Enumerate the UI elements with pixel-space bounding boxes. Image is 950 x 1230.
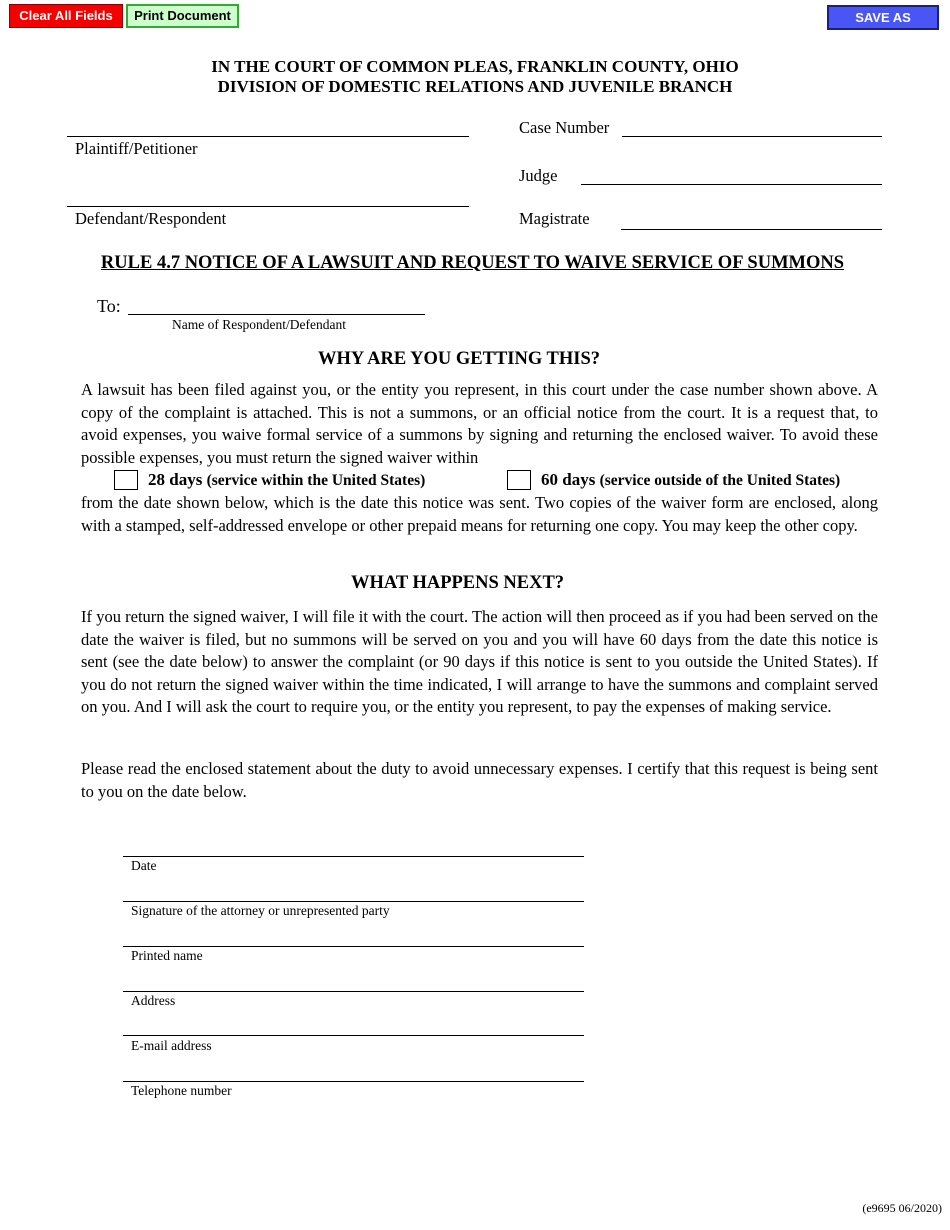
checkbox-60-days[interactable]	[507, 470, 531, 490]
document-title: RULE 4.7 NOTICE OF A LAWSUIT AND REQUEST TO WAIVE SERVICE OF SUMMONS	[100, 253, 845, 273]
option-60-days-desc: (service outside of the United States)	[599, 472, 841, 489]
case-number-line	[622, 136, 882, 137]
why-paragraph-1: A lawsuit has been filed against you, or the entity you represent, in this court under the case number shown above. A copy of the complaint is attached. This is not a summons, or an official notice from the court. It is a request that, to avoid expenses, you waive formal service of a summons by signing and returning the enclosed waiver. To avoid these possible expenses, you must return the signed waiver within	[81, 380, 878, 467]
option-28-days-label: 28 days	[148, 470, 203, 489]
judge-line	[581, 184, 882, 185]
next-paragraph-2: Please read the enclosed statement about the duty to avoid unnecessary expenses. I certify that this request is being sent to you on the date below.	[81, 759, 878, 801]
date-label: Date	[131, 858, 157, 873]
email-label: E-mail address	[131, 1038, 212, 1053]
printed-name-label: Printed name	[131, 948, 203, 963]
phone-field[interactable]	[123, 1059, 584, 1081]
option-28-days-text	[148, 470, 425, 490]
magistrate-line	[621, 229, 882, 230]
judge-label: Judge	[519, 166, 558, 185]
case-number-label: Case Number	[519, 118, 610, 137]
save-as-button[interactable]: SAVE AS	[827, 5, 939, 30]
signature-line	[123, 901, 584, 902]
date-line	[123, 856, 584, 857]
case-number-field[interactable]	[622, 114, 882, 136]
plaintiff-field[interactable]	[67, 114, 469, 136]
next-heading: WHAT HAPPENS NEXT?	[350, 573, 565, 593]
signature-field[interactable]	[123, 879, 584, 901]
date-field[interactable]	[123, 834, 584, 856]
option-60-days-text	[541, 470, 840, 490]
address-label: Address	[131, 993, 176, 1008]
address-field[interactable]	[123, 969, 584, 991]
printed-name-field[interactable]	[123, 924, 584, 946]
magistrate-field[interactable]	[621, 207, 882, 229]
to-label: To:	[97, 296, 121, 316]
clear-all-fields-button[interactable]: Clear All Fields	[9, 4, 123, 28]
print-document-button[interactable]: Print Document	[126, 4, 239, 28]
option-60-days-label: 60 days	[541, 470, 596, 489]
defendant-line	[67, 206, 469, 207]
court-heading: IN THE COURT OF COMMON PLEAS, FRANKLIN COUNTY, OHIO	[211, 57, 739, 76]
magistrate-label: Magistrate	[519, 209, 590, 228]
to-field[interactable]	[128, 292, 425, 314]
next-paragraph-1: If you return the signed waiver, I will file it with the court. The action will then proceed as if you had been served on the date the waiver is filed, but no summons will be served on you and you will have 60 days from the date this notice is sent (see the date below) to answer the complaint (or 90 days if this notice is sent to you outside the United States). If you do not return the signed waiver within the time indicated, I will arrange to have the summons and complaint served on you. And I will ask the court to require you, or the entity you represent, to pay the expenses of making service.	[81, 607, 878, 717]
address-line	[123, 991, 584, 992]
why-paragraph-2: from the date shown below, which is the date this notice was sent. Two copies of the waiver form are enclosed, along with a stamped, self-addressed envelope or other prepaid means for returning one copy. You may keep the other copy.	[81, 493, 878, 535]
defendant-label: Defendant/Respondent	[75, 209, 227, 228]
printed-name-line	[123, 946, 584, 947]
to-caption: Name of Respondent/Defendant	[172, 317, 346, 332]
checkbox-28-days[interactable]	[114, 470, 138, 490]
defendant-field[interactable]	[67, 184, 469, 206]
email-field[interactable]	[123, 1013, 584, 1035]
phone-label: Telephone number	[131, 1083, 232, 1098]
division-heading: DIVISION OF DOMESTIC RELATIONS AND JUVENILE BRANCH	[217, 77, 733, 96]
judge-field[interactable]	[581, 162, 882, 184]
plaintiff-line	[67, 136, 469, 137]
plaintiff-label: Plaintiff/Petitioner	[75, 139, 198, 158]
email-line	[123, 1035, 584, 1036]
to-line	[128, 314, 425, 315]
signature-label: Signature of the attorney or unrepresented party	[131, 903, 390, 918]
phone-line	[123, 1081, 584, 1082]
option-28-days-desc: (service within the United States)	[206, 472, 426, 489]
why-heading: WHY ARE YOU GETTING THIS?	[317, 349, 601, 369]
form-id: (e9695 06/2020)	[862, 1201, 942, 1215]
